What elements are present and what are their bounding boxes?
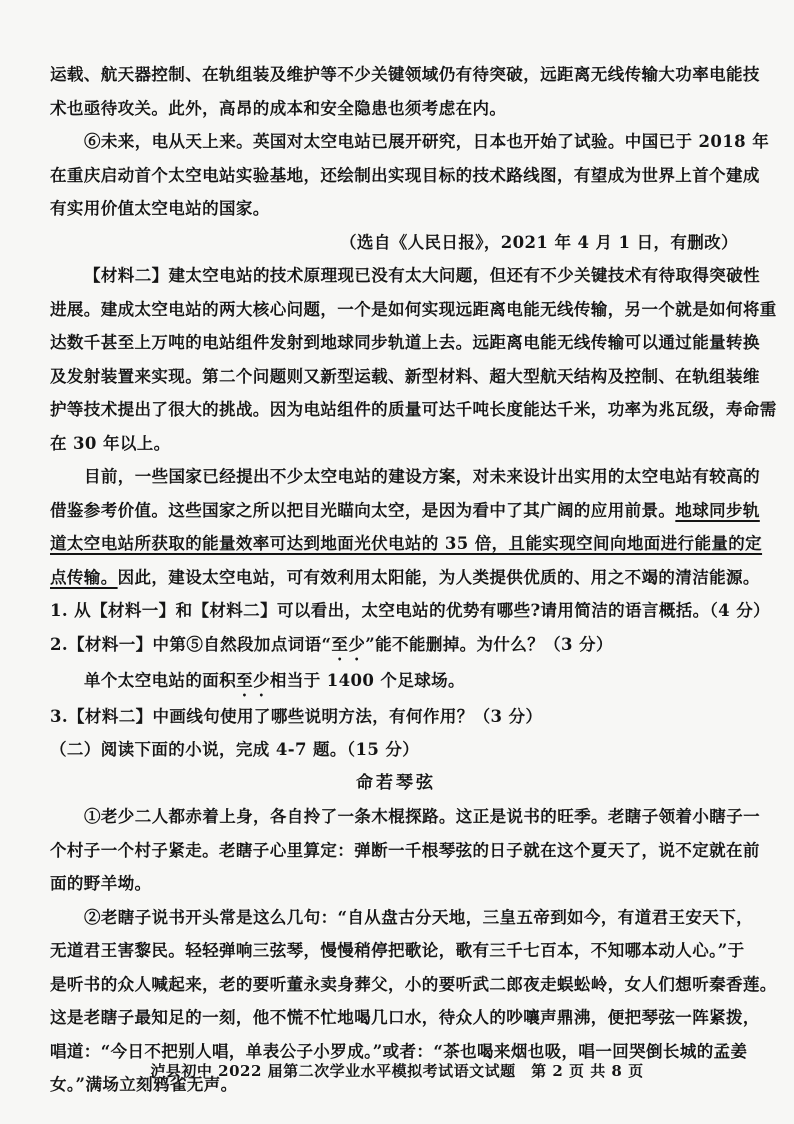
text-line: 唱道：“今日不把别人唱，单表公子小罗成。”或者：“茶也喝来烟也吸，唱一回哭倒长城的孟姜 [50,1041,748,1061]
underlined-sentence: 道太空电站所获取的能量效率可达到地面光伏电站的 35 倍，且能实现空间向地面进行能量的定 [50,534,763,553]
text-line: ①老少二人都赤着上身，各自拎了一条木棍探路。这正是说书的旺季。老瞎子领着小瞎子一 [84,807,760,826]
text-line: 这是老瞎子最知足的一刻，他不慌不忙地喝几口水，待众人的吵嚷声鼎沸，便把琴弦一阵紧拨， [50,1008,760,1027]
text-line: 无道君王害黎民。轻轻弹响三弦琴，慢慢稍停把歌论，歌有三千七百本，不知哪本动人心。”于 [50,941,745,960]
dotted-word: 至少 [236,670,270,690]
question-2 [50,628,742,664]
text-line: 是听书的众人喊起来，老的要听董永卖身葬父，小的要听武二郎夜走蜈蚣岭，女人们想听秦香莲。 [50,974,777,994]
text-line: 面的野羊坳。 [50,874,152,893]
text-line [50,494,760,528]
text-line [50,561,760,595]
text-line: 在 30 年以上。 [50,433,171,453]
text-segment: 2.【材料一】中第⑤自然段加点词语“ [50,634,332,654]
text-line: 在重庆启动首个太空电站实验基地，还绘制出实现目标的技术路线图，有望成为世界上首个建成 [50,165,760,185]
text-line: 及发射装置来实现。第二个问题则又新型运载、新型材料、超大型航天结构及控制、在轨组装维 [50,366,760,386]
text-line [50,527,763,561]
page-footer: 泸县初中 2022 届第二次学业水平模拟考试语文试题 第 2 页 共 8 页 [150,1062,644,1080]
text-line: 个村子一个村子紧走。老瞎子心里算定：弹断一千根琴弦的日子就在这个夏天了，说不定就在前 [50,840,760,860]
text-line: 【材料二】建太空电站的技术原理现已没有太大问题，但还有不少关键技术有待取得突破性 [84,266,760,285]
text-line: 有实用价值太空电站的国家。 [50,199,270,218]
question-3: 3.【材料二】中画线句使用了哪些说明方法，有何作用？（3 分） [50,706,543,726]
text-segment: 借鉴参考价值。这些国家之所以把目光瞄向太空，是因为看中了其广阔的应用前景。 [50,500,676,520]
text-segment: 相当于 1400 个足球场。 [269,670,465,690]
source-citation: （选自《人民日报》，2021 年 4 月 1 日，有删改） [340,232,738,252]
text-line: 达数千甚至上万吨的电站组件发射到地球同步轨道上去。远距离电能无线传输可以通过能量转换 [50,333,760,352]
underlined-sentence: 地球同步轨 [675,500,760,520]
text-line: 进展。建成太空电站的两大核心问题，一个是如何实现远距离电能无线传输，另一个就是如何将重 [50,299,777,319]
text-segment: 单个太空电站的面积 [84,670,237,690]
section-heading: （二）阅读下面的小说，完成 4-7 题。（15 分） [50,740,420,759]
text-line: ②老瞎子说书开头常是这么几句：“自从盘古分天地，三皇五帝到如今，有道君王安天下， [84,907,753,927]
dotted-word: 至少 [331,634,366,654]
text-segment: 因此，建设太空电站，可有效利用太阳能，为人类提供优质的、用之不竭的清洁能源。 [117,567,760,587]
underlined-sentence: 点传输。 [50,567,118,587]
text-line: 术也亟待攻关。此外，高昂的成本和安全隐患也须考虑在内。 [50,98,507,118]
text-line: 目前，一些国家已经提出不少太空电站的建设方案，对未来设计出实用的太空电站有较高的 [84,467,760,486]
text-line: 女。”满场立刻鸦雀无声。 [50,1075,238,1094]
question-1: 1. 从【材料一】和【材料二】可以看出，太空电站的优势有哪些?请用简洁的语言概括。（4 分） [50,601,771,620]
text-segment: ”能不能删掉。为什么？（3 分） [365,634,613,654]
quoted-sentence [50,664,742,700]
text-line: 运载、航天器控制、在轨组装及维护等不少关键领域仍有待突破，远距离无线传输大功率电能技 [50,65,760,84]
text-line: 护等技术提出了很大的挑战。因为电站组件的质量可达千吨长度能达千米，功率为兆瓦级，寿命需 [50,400,777,419]
text-line: ⑥未来，电从天上来。英国对太空电站已展开研究，日本也开始了试验。中国已于 2018 年 [84,132,770,151]
story-title: 命若琴弦 [356,772,436,793]
